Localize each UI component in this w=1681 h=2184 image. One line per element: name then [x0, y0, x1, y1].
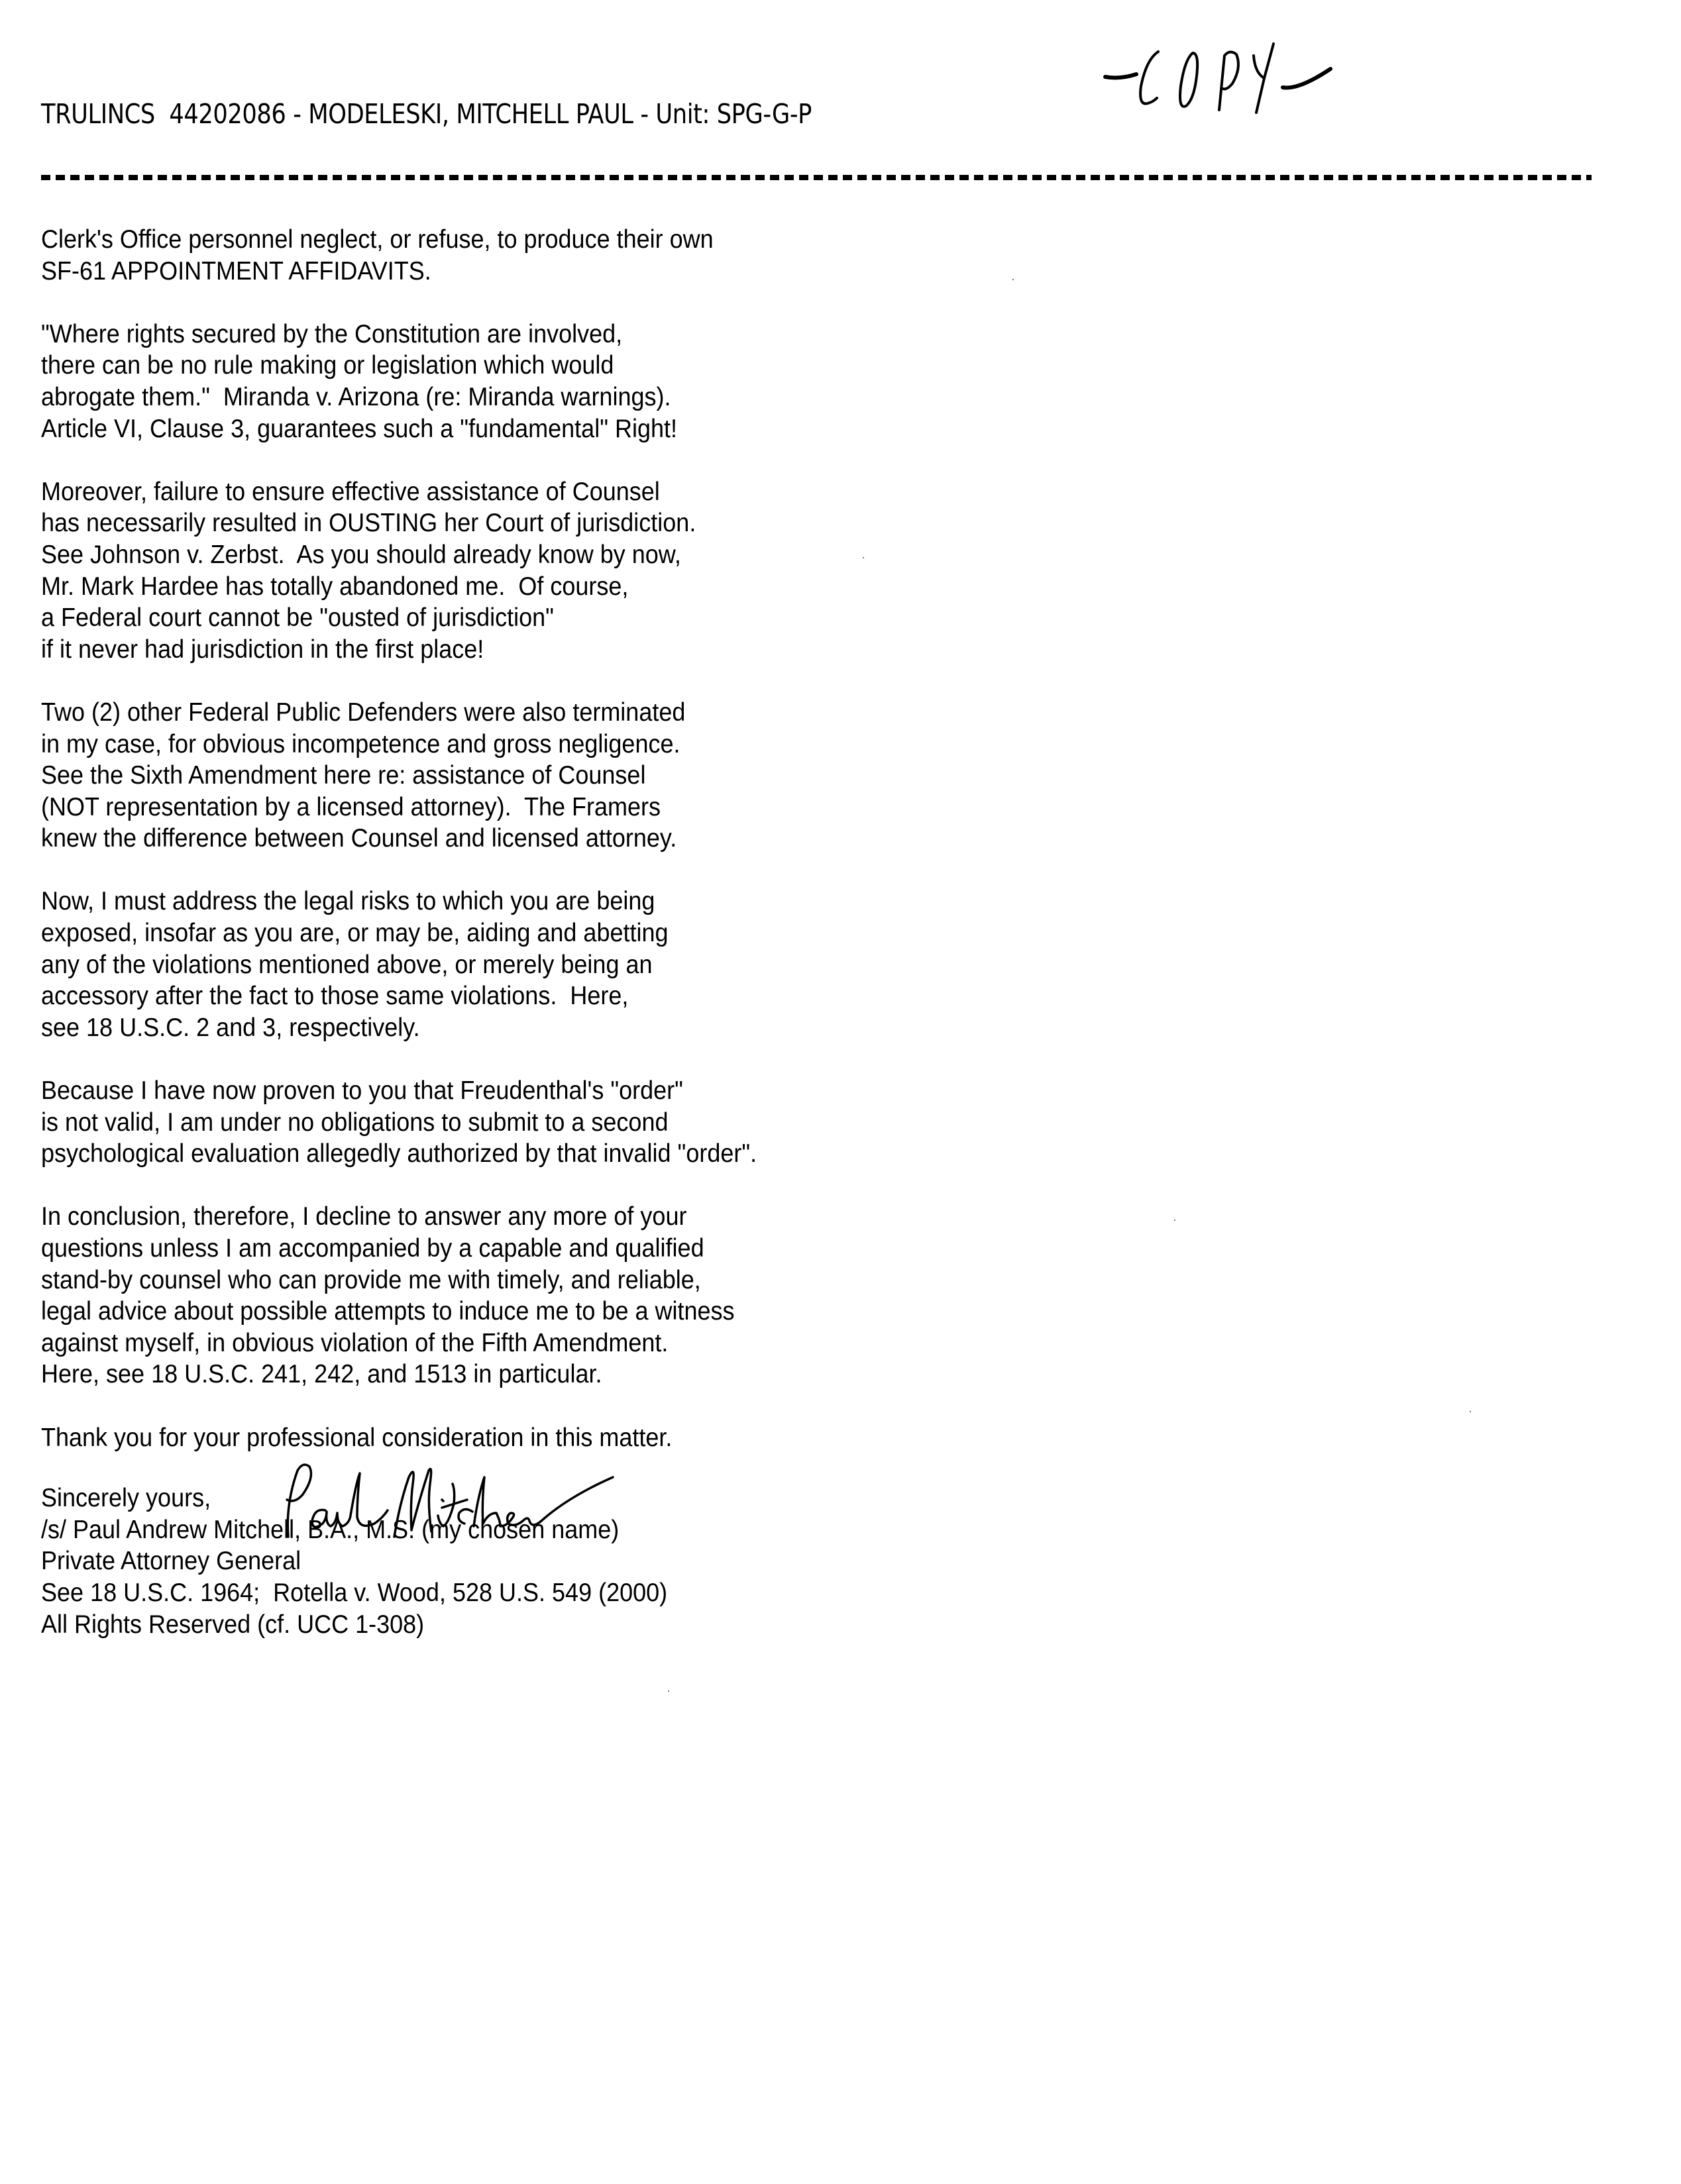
signature-stroke-aul — [312, 1473, 388, 1527]
text-line: Clerk's Office personnel neglect, or refuse, to produce their own — [41, 225, 714, 254]
text-line: See the Sixth Amendment here re: assistance of Counsel — [41, 761, 646, 790]
scan-speck — [1012, 279, 1014, 280]
rights-reserved-line: All Rights Reserved (cf. UCC 1-308) — [41, 1610, 425, 1639]
copy-mark-left-dash — [1105, 74, 1136, 78]
scan-speck — [668, 1690, 669, 1692]
paragraph-counsel-jurisdiction — [41, 476, 908, 666]
signer-name-line: /s/ Paul Andrew Mitchell, B.A., M.S. (my chosen name) — [41, 1515, 620, 1544]
text-line: Article VI, Clause 3, guarantees such a "fundamental" Right! — [41, 414, 678, 443]
copy-mark-letter-p — [1219, 52, 1238, 110]
text-line: questions unless I am accompanied by a capable and qualified — [41, 1234, 704, 1263]
copy-mark-letter-y — [1254, 44, 1274, 113]
scan-speck — [1470, 1411, 1471, 1412]
copy-mark-letter-o — [1180, 53, 1197, 107]
text-line: In conclusion, therefore, I decline to answer any more of your — [41, 1202, 687, 1231]
text-line: any of the violations mentioned above, or merely being an — [41, 950, 653, 979]
text-line: abrogate them." Miranda v. Arizona (re: Miranda warnings). — [41, 382, 671, 411]
text-line: (NOT representation by a licensed attorney). The Framers — [41, 792, 661, 821]
text-line: legal advice about possible attempts to induce me to be a witness — [41, 1297, 735, 1326]
text-line: See Johnson v. Zerbst. As you should already know by now, — [41, 540, 681, 569]
paragraph-miranda — [41, 319, 908, 444]
text-line: has necessarily resulted in OUSTING her Court of jurisdiction. — [41, 509, 696, 538]
text-line: a Federal court cannot be "ousted of jurisdiction" — [41, 603, 554, 633]
letter-body — [41, 224, 908, 1640]
paragraph-invalid-order — [41, 1075, 908, 1170]
text-line: Thank you for your professional consideration in this matter. — [41, 1423, 673, 1452]
text-line: psychological evaluation allegedly authorized by that invalid "order". — [41, 1139, 757, 1169]
citation-line: See 18 U.S.C. 1964; Rotella v. Wood, 528 U.S. 549 (2000) — [41, 1578, 668, 1607]
text-line: Mr. Mark Hardee has totally abandoned me. Of course, — [41, 572, 629, 601]
text-line: there can be no rule making or legislation which would — [41, 351, 614, 380]
text-line: see 18 U.S.C. 2 and 3, respectively. — [41, 1013, 420, 1042]
text-line: accessory after the fact to those same violations. Here, — [41, 982, 629, 1011]
text-line: "Where rights secured by the Constitution are involved, — [41, 319, 623, 348]
document-header: TRULINCS 44202086 - MODELESKI, MITCHELL PAUL - Unit: SPG-G-P — [41, 98, 812, 130]
text-line: Now, I must address the legal risks to which you are being — [41, 887, 655, 916]
paragraph-conclusion — [41, 1201, 908, 1390]
text-line: if it never had jurisdiction in the first place! — [41, 635, 484, 664]
text-line: knew the difference between Counsel and licensed attorney. — [41, 824, 677, 853]
text-line: Here, see 18 U.S.C. 241, 242, and 1513 in particular. — [41, 1360, 602, 1389]
signature-dot — [442, 1500, 443, 1501]
closing-salutation: Sincerely yours, — [41, 1484, 211, 1513]
paragraph-thanks — [41, 1422, 908, 1454]
scan-speck — [1174, 1220, 1175, 1221]
signature-stroke-p — [287, 1465, 311, 1537]
text-line: against myself, in obvious violation of the Fifth Amendment. — [41, 1328, 669, 1357]
handwritten-copy-mark — [1100, 40, 1471, 119]
scan-speck — [863, 557, 864, 558]
copy-mark-right-dash — [1283, 69, 1330, 87]
copy-mark-letter-c — [1140, 52, 1158, 103]
text-line: in my case, for obvious incompetence and gross negligence. — [41, 729, 680, 758]
text-line: Because I have now proven to you that Freudenthal's "order" — [41, 1076, 683, 1106]
signer-title-line: Private Attorney General — [41, 1547, 301, 1576]
signature-stroke-m — [394, 1469, 431, 1537]
dashed-separator — [41, 175, 1592, 180]
text-line: stand-by counsel who can provide me with timely, and reliable, — [41, 1265, 701, 1294]
text-line: Moreover, failure to ensure effective assistance of Counsel — [41, 477, 660, 506]
paragraph-public-defenders — [41, 697, 908, 855]
text-line: SF-61 APPOINTMENT AFFIDAVITS. — [41, 256, 431, 286]
paragraph-sf61 — [41, 224, 908, 287]
handwritten-signature — [268, 1457, 679, 1543]
paragraph-legal-risks — [41, 886, 908, 1043]
text-line: is not valid, I am under no obligations to submit to a second — [41, 1108, 669, 1137]
text-line: exposed, insofar as you are, or may be, aiding and abetting — [41, 919, 669, 948]
signature-stroke-itchell — [438, 1477, 613, 1526]
text-line: Two (2) other Federal Public Defenders were also terminated — [41, 698, 686, 727]
